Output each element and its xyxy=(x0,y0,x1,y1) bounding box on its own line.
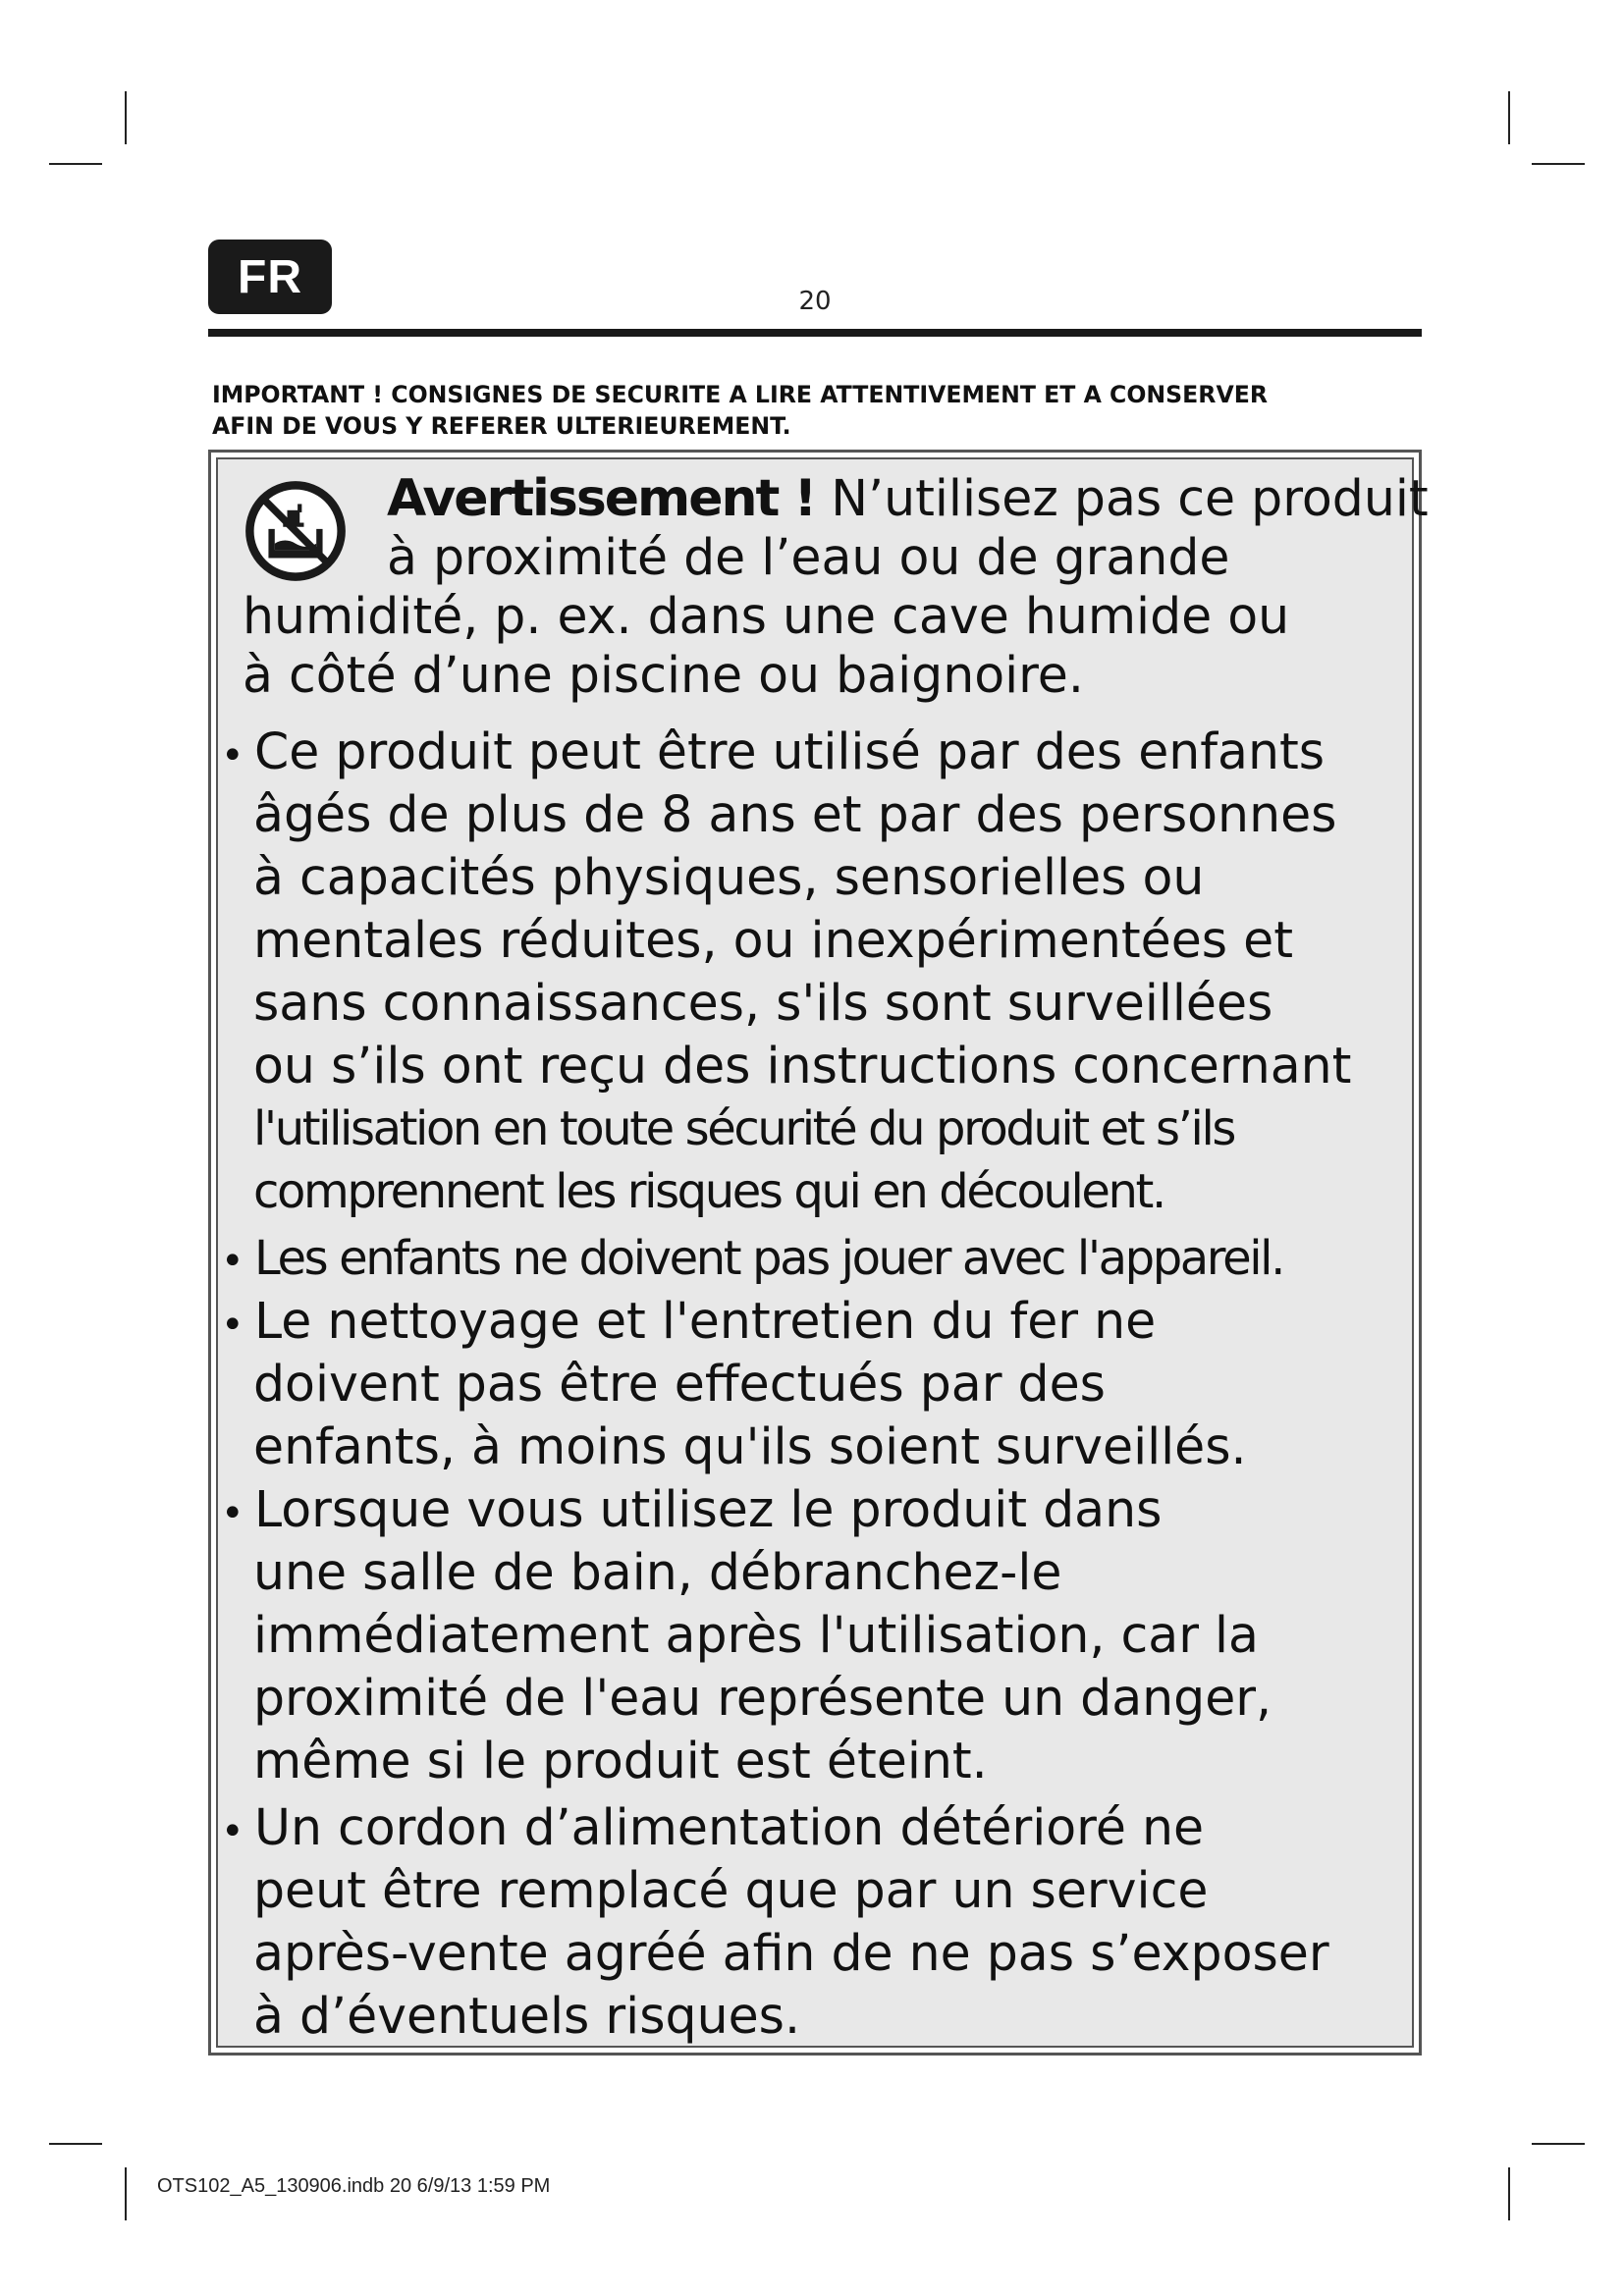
print-date: 6/9/13 1:59 PM xyxy=(416,2175,551,2197)
list-item-line: doivent pas être effectués par des xyxy=(253,1355,1106,1413)
language-badge: FR xyxy=(208,240,332,314)
bullet-icon: • xyxy=(221,1491,244,1536)
safety-notice-line: AFIN DE VOUS Y REFERER ULTERIEUREMENT. xyxy=(212,412,791,440)
crop-mark xyxy=(1532,2143,1585,2145)
bullet-icon: • xyxy=(221,733,244,778)
list-item-line: une salle de bain, débranchez-le xyxy=(253,1543,1062,1601)
crop-mark xyxy=(1508,2167,1510,2220)
page-number: 20 xyxy=(798,287,832,316)
list-item-line: proximité de l'eau représente un danger, xyxy=(253,1669,1272,1727)
crop-mark xyxy=(125,2167,127,2220)
list-item-line: âgés de plus de 8 ans et par des personnes xyxy=(253,785,1337,843)
list-item-line: après-vente agréé afin de ne pas s’exposer xyxy=(253,1924,1329,1982)
list-item: • Le nettoyage et l'entretien du fer ne xyxy=(221,1292,1156,1355)
bullet-icon: • xyxy=(221,1809,244,1854)
list-item-line: l'utilisation en toute sécurité du produit et s’ils xyxy=(253,1101,1234,1156)
safety-notice-line: IMPORTANT ! CONSIGNES DE SECURITE A LIRE ATTENTIVEMENT ET A CONSERVER xyxy=(212,381,1269,408)
crop-mark xyxy=(1508,91,1510,144)
warning-text: N’utilisez pas ce produit xyxy=(815,469,1429,527)
no-water-icon xyxy=(244,479,348,583)
list-item: • Lorsque vous utilisez le produit dans xyxy=(221,1480,1162,1543)
bullet-icon: • xyxy=(221,1239,243,1284)
warning-line: humidité, p. ex. dans une cave humide ou xyxy=(243,587,1290,645)
warning-title: Avertissement ! xyxy=(387,469,816,528)
list-item: • Les enfants ne doivent pas jouer avec l'appareil. xyxy=(221,1229,1283,1291)
list-item: • Un cordon d’alimentation détérioré ne xyxy=(221,1798,1204,1861)
warning-line: à côté d’une piscine ou baignoire. xyxy=(243,646,1084,704)
list-item-line: à d’éventuels risques. xyxy=(253,1987,801,2045)
bullet-icon: • xyxy=(221,1303,244,1348)
list-item-line: ou s’ils ont reçu des instructions concernant xyxy=(253,1037,1352,1095)
list-item-line: mentales réduites, ou inexpérimentées et xyxy=(253,911,1293,969)
list-item-line: enfants, à moins qu'ils soient surveillés. xyxy=(253,1417,1247,1475)
list-item-line: même si le produit est éteint. xyxy=(253,1732,988,1789)
crop-mark xyxy=(1532,163,1585,165)
warning-line: à proximité de l’eau ou de grande xyxy=(387,528,1230,586)
print-file-info: OTS102_A5_130906.indb 20 xyxy=(157,2175,412,2197)
list-item: • Ce produit peut être utilisé par des enfants xyxy=(221,722,1325,785)
crop-mark xyxy=(49,2143,102,2145)
list-item-line: comprennent les risques qui en découlent. xyxy=(253,1164,1164,1219)
list-item-line: peut être remplacé que par un service xyxy=(253,1861,1209,1919)
list-item-line: à capacités physiques, sensorielles ou xyxy=(253,848,1205,906)
crop-mark xyxy=(125,91,127,144)
warning-line xyxy=(387,469,1429,528)
list-item-line: immédiatement après l'utilisation, car la xyxy=(253,1606,1260,1664)
list-item-line: sans connaissances, s'ils sont surveillées xyxy=(253,974,1273,1032)
safety-notice xyxy=(212,379,1430,442)
crop-mark xyxy=(49,163,102,165)
print-info xyxy=(157,2175,550,2198)
header-rule xyxy=(208,329,1422,337)
